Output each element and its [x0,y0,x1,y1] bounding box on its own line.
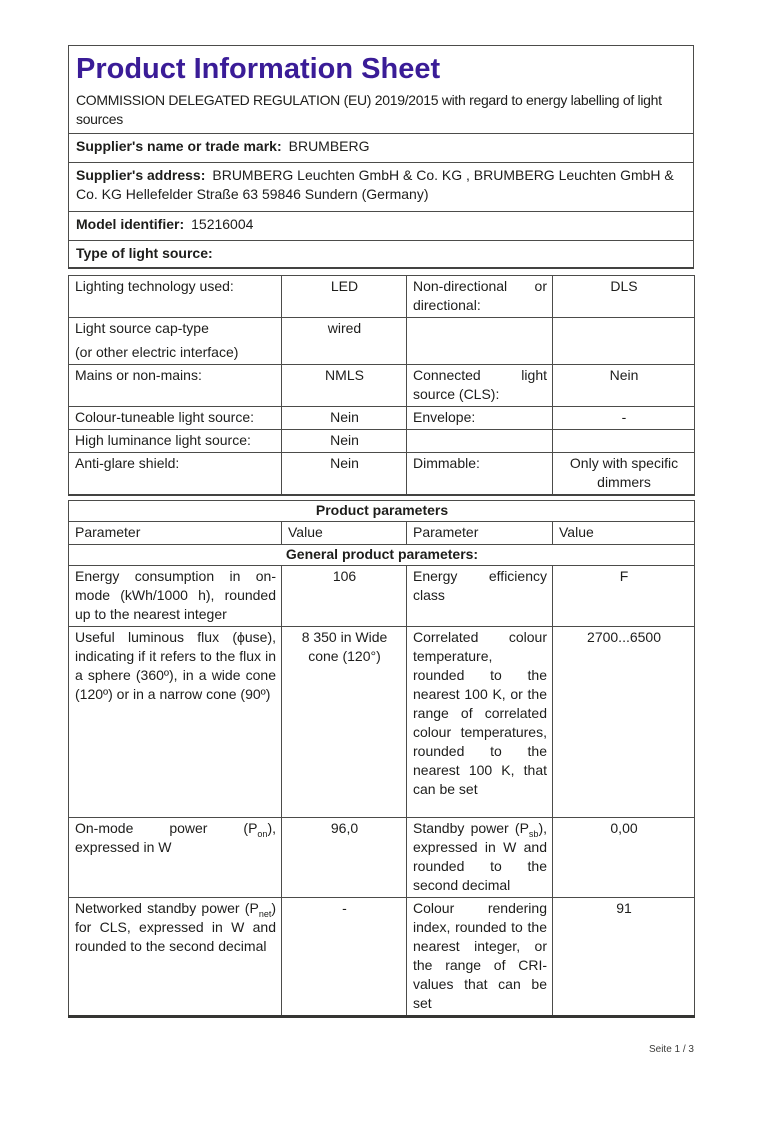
title-cell [69,46,694,134]
light-source-table [68,275,695,496]
column-header-cell: Parameter [69,522,282,545]
value-cell: wired [282,318,407,365]
value-cell: Nein [553,365,695,407]
param-cell: Colour rendering index, rounded to the nearest integer, or the range of CRI-values that can be set [407,898,553,1017]
page-footer: Seite 1 / 3 [648,1044,694,1055]
table-row [69,566,695,627]
model-identifier-cell [69,212,694,241]
value-cell: 91 [553,898,695,1017]
title-row [69,46,694,134]
table-row [69,453,695,496]
param-cell [407,318,553,365]
product-parameters-header: Product parameters [69,501,695,522]
param-cell [407,430,553,453]
param-line: (or other electric interface) [75,344,239,360]
table-row [69,898,695,1017]
type-of-light-source-cell [69,241,694,269]
param-cell: Lighting technology used: [69,276,282,318]
value-cell: 106 [282,566,407,627]
table-row [69,627,695,818]
column-header-row [69,522,695,545]
param-cell: Anti-glare shield: [69,453,282,496]
supplier-address-value: BRUMBERG Leuchten GmbH & Co. KG , BRUMBERG Leuchten GmbH & Co. KG Hellefelder Straße 63 59846 Sundern (Germany) [76,167,674,202]
general-parameters-subheader-row [69,545,695,566]
param-line: Light source cap-type [75,320,209,336]
param-cell [69,318,282,365]
model-identifier-row [69,212,694,241]
value-cell: Nein [282,453,407,496]
supplier-address-row [69,163,694,212]
param-cell: Mains or non-mains: [69,365,282,407]
value-cell: 8 350 in Wide cone (120°) [282,627,407,818]
value-cell: Nein [282,430,407,453]
column-header-cell: Value [553,522,695,545]
table-row [69,430,695,453]
supplier-name-label: Supplier's name or trade mark: [76,138,282,154]
value-cell: 2700...6500 [553,627,695,818]
supplier-address-cell [69,163,694,212]
param-cell: Dimmable: [407,453,553,496]
header-table [68,45,694,269]
table-row [69,818,695,898]
general-parameters-subheader: General product parameters: [69,545,695,566]
table-row [69,276,695,318]
param-cell: Standby power $(P_{sb})$, expressed in W and rounded to the second decimal [407,818,553,898]
supplier-address-label: Supplier's address: [76,167,206,183]
param-cell: On-mode power $(P_{on})$, expressed in W [69,818,282,898]
table-row [69,318,695,365]
value-cell [553,430,695,453]
value-cell: LED [282,276,407,318]
param-cell: Networked standby power $(P_{net})$ for CLS, expressed in W and rounded to the second decimal [69,898,282,1017]
supplier-name-value: BRUMBERG [288,138,370,154]
type-of-light-source-label: Type of light source: [76,245,213,261]
value-cell: F [553,566,695,627]
value-cell: NMLS [282,365,407,407]
column-header-cell: Parameter [407,522,553,545]
value-cell: - [553,407,695,430]
table-row [69,407,695,430]
table-row [69,365,695,407]
product-parameters-table [68,500,695,1018]
param-cell: Correlated colour temperature, rounded to the nearest 100 K, or the range of correlated colour temperatures, rounded to the nearest 100 K, that can be set [407,627,553,818]
value-cell: - [282,898,407,1017]
value-cell: 0,00 [553,818,695,898]
param-cell: High luminance light source: [69,430,282,453]
model-identifier-value: 15216004 [191,216,254,232]
product-parameters-header-row [69,501,695,522]
model-identifier-label: Model identifier: [76,216,185,232]
value-cell: DLS [553,276,695,318]
param-cell: Useful luminous flux (ϕuse), indicating if it refers to the flux in a sphere (360º), in a wide cone (120º) or in a narrow cone (90º) [69,627,282,818]
value-cell: 96,0 [282,818,407,898]
param-cell: Energy consumption in on-mode (kWh/1000 h), rounded up to the nearest integer [69,566,282,627]
param-cell: Non-directional or directional: [407,276,553,318]
param-cell: Colour-tuneable light source: [69,407,282,430]
column-header-cell: Value [282,522,407,545]
param-cell: Energy efficiency class [407,566,553,627]
value-cell [553,318,695,365]
supplier-name-cell [69,134,694,163]
supplier-name-row [69,134,694,163]
page-title: Product Information Sheet [76,53,441,85]
param-cell: Connected light source (CLS): [407,365,553,407]
value-cell: Nein [282,407,407,430]
value-cell: Only with specific dimmers [553,453,695,496]
param-cell: Envelope: [407,407,553,430]
page-sheet [68,45,694,1018]
type-of-light-source-row [69,241,694,269]
regulation-text: COMMISSION DELEGATED REGULATION (EU) 2019/2015 with regard to energy labelling of light sources [76,92,662,127]
